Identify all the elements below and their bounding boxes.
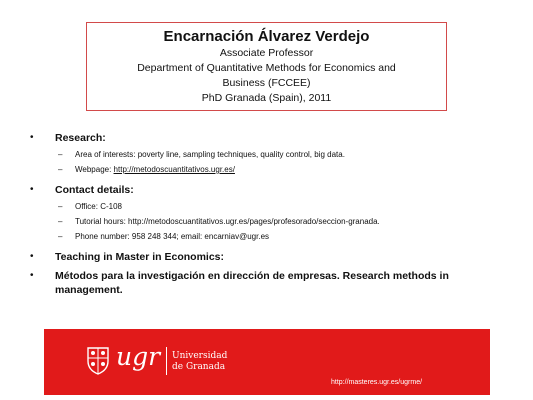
university-name-line-2: de Granada [172, 362, 226, 372]
webpage-label: Webpage: [75, 165, 114, 174]
logo-divider [166, 347, 167, 375]
university-crest-icon [84, 345, 112, 375]
research-heading: • Research: [28, 131, 518, 145]
degree: PhD Granada (Spain), 2011 [201, 92, 332, 104]
author-name: Encarnación Álvarez Verdejo [163, 28, 370, 45]
contact-office: – Office: C-108 [28, 201, 518, 212]
methods-item: • Métodos para la investigación en dirección de empresas. Research methods in management. [28, 269, 518, 297]
title-box [86, 22, 447, 111]
contact-heading: • Contact details: [28, 183, 518, 197]
teaching-heading: • Teaching in Master in Economics: [28, 250, 518, 264]
footer-banner [44, 329, 490, 395]
university-name [172, 351, 227, 373]
footer-url[interactable]: http://masteres.ugr.es/ugrme/ [331, 379, 423, 386]
ugr-logo: ugr [116, 342, 161, 371]
webpage-link[interactable]: http://metodoscuantitativos.ugr.es/ [113, 165, 235, 174]
research-webpage [28, 164, 518, 175]
research-interests: – Area of interests: poverty line, sampling techniques, quality control, big data. [28, 149, 518, 160]
contact-tutorial: – Tutorial hours: http://metodoscuantitativos.ugr.es/pages/profesorado/seccion-granada. [28, 216, 518, 227]
author-position: Associate Professor [219, 47, 314, 59]
university-name-line-1: Universidad [172, 351, 228, 361]
department-line-1: Department of Quantitative Methods for Economics and [137, 62, 396, 74]
contact-phone: – Phone number: 958 248 344; email: encarniav@ugr.es [28, 231, 518, 242]
content-list [28, 131, 518, 297]
department-line-2: Business (FCCEE) [222, 77, 311, 89]
